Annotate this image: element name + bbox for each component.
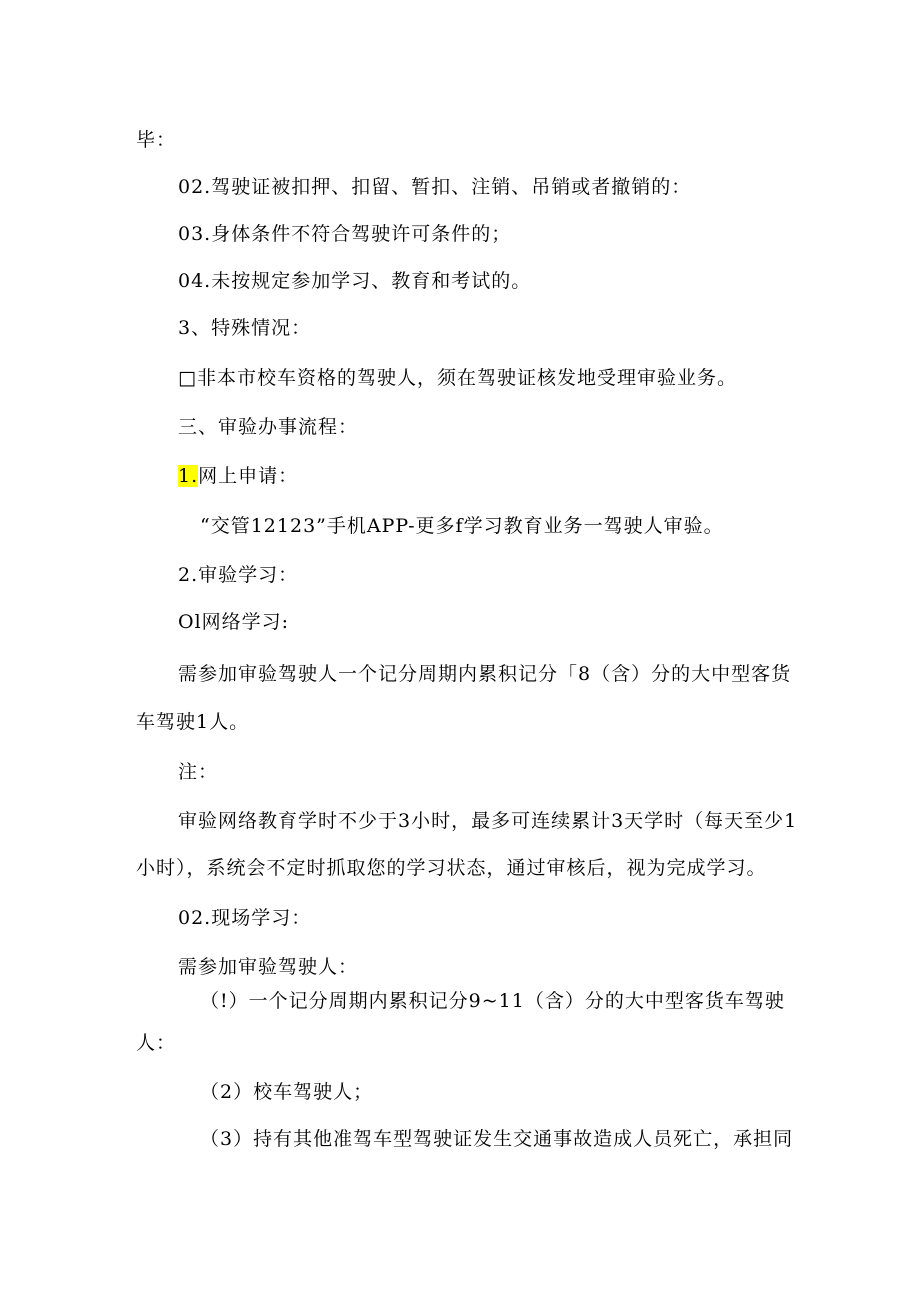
text-line-continuation: 毕： xyxy=(136,129,177,151)
sub-heading-onsite-study: 02.现场学习： xyxy=(178,907,312,929)
text-line-special-case: □非本市校车资格的驾驶人，须在驾驶证核发地受理审验业务。 xyxy=(178,367,737,389)
text-line-onsite-req: 需参加审验驾驶人： xyxy=(178,956,359,978)
text-line-item-03: 03.身体条件不符合驾驶许可条件的； xyxy=(178,223,512,245)
list-item-1-cont: 人： xyxy=(136,1032,177,1054)
text-line-item-04: 04.未按规定参加学习、教育和考试的。 xyxy=(178,270,532,292)
text-line-note: 审验网络教育学时不少于3小时，最多可连续累计3天学时（每天至少1 xyxy=(178,810,798,832)
step-heading-online-application xyxy=(178,463,298,489)
text-line-note-cont: 小时），系统会不定时抓取您的学习状态，通过审核后，视为完成学习。 xyxy=(136,857,767,879)
step-label: 网上申请： xyxy=(198,465,299,487)
section-heading-special-cases: 3、特殊情况： xyxy=(178,317,312,339)
list-item-1: （!）一个记分周期内累积记分9~11（含）分的大中型客货车驾驶 xyxy=(200,990,785,1012)
note-label: 注： xyxy=(178,761,219,783)
section-heading-procedure: 三、审验办事流程： xyxy=(178,416,359,438)
step-heading-study: 2.审验学习： xyxy=(178,564,299,586)
text-line-item-02: 02.驾驶证被扣押、扣留、暂扣、注销、吊销或者撤销的： xyxy=(178,176,692,198)
text-line-app-path: “交管12123”手机APP-更多f学习教育业务一驾驶人审验。 xyxy=(200,515,724,537)
list-item-2: （2）校车驾驶人； xyxy=(200,1081,374,1103)
text-line-online-study-req-cont: 车驾驶1人。 xyxy=(136,711,250,733)
text-line-online-study-req: 需参加审验驾驶人一个记分周期内累积记分「8（含）分的大中型客货 xyxy=(178,663,792,685)
sub-heading-online-study: Ol网络学习: xyxy=(178,611,290,633)
highlighted-step-number: 1. xyxy=(178,465,199,487)
list-item-3: （3）持有其他准驾车型驾驶证发生交通事故造成人员死亡，承担同 xyxy=(200,1128,794,1150)
